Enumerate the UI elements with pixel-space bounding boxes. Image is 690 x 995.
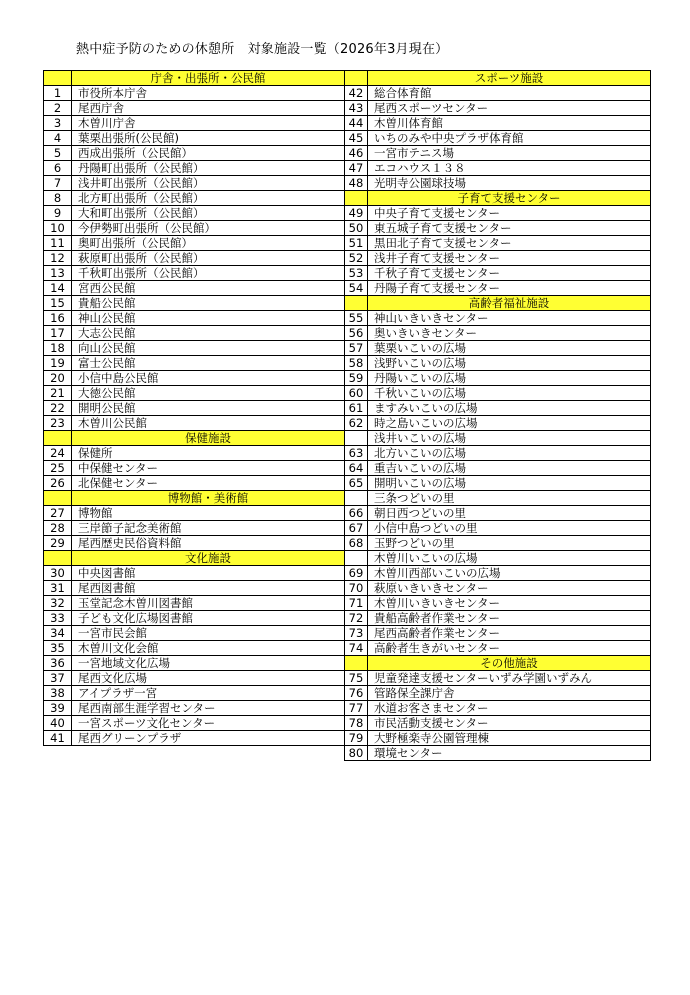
facility-number: 70 <box>345 581 368 596</box>
facility-name: 木曽川庁舎 <box>72 116 345 131</box>
facility-number: 68 <box>345 536 368 551</box>
facility-number: 4 <box>44 131 72 146</box>
facility-table-left <box>43 70 345 746</box>
facility-number: 61 <box>345 401 368 416</box>
facility-row <box>345 641 651 656</box>
facility-number: 72 <box>345 611 368 626</box>
facility-number: 57 <box>345 341 368 356</box>
facility-name: 尾西文化広場 <box>72 671 345 686</box>
facility-name: 奥町出張所（公民館） <box>72 236 345 251</box>
facility-name: 奥いきいきセンター <box>368 326 651 341</box>
facility-row <box>44 731 345 746</box>
facility-number: 24 <box>44 446 72 461</box>
facility-name: 北保健センター <box>72 476 345 491</box>
facility-row <box>345 206 651 221</box>
facility-row <box>345 566 651 581</box>
facility-number: 34 <box>44 626 72 641</box>
facility-number: 6 <box>44 161 72 176</box>
facility-number: 20 <box>44 371 72 386</box>
facility-row <box>345 581 651 596</box>
facility-number: 29 <box>44 536 72 551</box>
facility-row <box>44 626 345 641</box>
facility-number: 43 <box>345 101 368 116</box>
facility-name: 大和町出張所（公民館） <box>72 206 345 221</box>
category-header-row <box>345 296 651 311</box>
facility-number: 77 <box>345 701 368 716</box>
facility-number: 28 <box>44 521 72 536</box>
facility-name: アイプラザ一宮 <box>72 686 345 701</box>
facility-number: 38 <box>44 686 72 701</box>
facility-name: 重吉いこいの広場 <box>368 461 651 476</box>
category-header: 庁舎・出張所・公民館 <box>72 71 345 86</box>
facility-name: 木曽川公民館 <box>72 416 345 431</box>
facility-number: 35 <box>44 641 72 656</box>
facility-number: 80 <box>345 746 368 761</box>
facility-name: 玉堂記念木曽川図書館 <box>72 596 345 611</box>
facility-name: 富士公民館 <box>72 356 345 371</box>
facility-row <box>345 431 651 446</box>
facility-number: 15 <box>44 296 72 311</box>
facility-name: 木曽川西部いこいの広場 <box>368 566 651 581</box>
facility-name: 尾西歴史民俗資料館 <box>72 536 345 551</box>
facility-row <box>44 581 345 596</box>
category-header-row <box>44 551 345 566</box>
facility-number: 47 <box>345 161 368 176</box>
facility-name: 一宮市民会館 <box>72 626 345 641</box>
facility-row <box>44 386 345 401</box>
facility-number: 58 <box>345 356 368 371</box>
facility-row <box>44 116 345 131</box>
category-header-row <box>44 491 345 506</box>
header-number-cell <box>44 431 72 446</box>
facility-number: 19 <box>44 356 72 371</box>
facility-number: 53 <box>345 266 368 281</box>
facility-row <box>345 311 651 326</box>
facility-name: 保健所 <box>72 446 345 461</box>
facility-name: 尾西図書館 <box>72 581 345 596</box>
facility-name: 丹陽町出張所（公民館） <box>72 161 345 176</box>
category-header-row <box>44 71 345 86</box>
facility-row <box>44 701 345 716</box>
category-header: その他施設 <box>368 656 651 671</box>
facility-row <box>44 401 345 416</box>
facility-number: 32 <box>44 596 72 611</box>
facility-row <box>345 116 651 131</box>
facility-name: 児童発達支援センターいずみ学園いずみん <box>368 671 651 686</box>
facility-row <box>44 146 345 161</box>
facility-name: 一宮スポーツ文化センター <box>72 716 345 731</box>
facility-number: 39 <box>44 701 72 716</box>
facility-number: 76 <box>345 686 368 701</box>
facility-row <box>345 161 651 176</box>
facility-number: 42 <box>345 86 368 101</box>
facility-row <box>44 371 345 386</box>
category-header-row <box>345 656 651 671</box>
facility-name: 丹陽いこいの広場 <box>368 371 651 386</box>
facility-row <box>345 731 651 746</box>
facility-number: 55 <box>345 311 368 326</box>
facility-row <box>44 101 345 116</box>
category-header-row <box>345 191 651 206</box>
category-header: 文化施設 <box>72 551 345 566</box>
facility-name: 尾西スポーツセンター <box>368 101 651 116</box>
facility-number: 78 <box>345 716 368 731</box>
facility-number: 5 <box>44 146 72 161</box>
facility-name: 千秋町出張所（公民館） <box>72 266 345 281</box>
facility-row <box>345 551 651 566</box>
facility-row <box>345 386 651 401</box>
facility-row <box>44 611 345 626</box>
facility-name: 光明寺公園球技場 <box>368 176 651 191</box>
facility-row <box>44 176 345 191</box>
facility-row <box>345 701 651 716</box>
facility-row <box>44 341 345 356</box>
facility-row <box>345 251 651 266</box>
category-header: スポーツ施設 <box>368 71 651 86</box>
facility-name: 浅井いこいの広場 <box>368 431 651 446</box>
facility-row <box>345 236 651 251</box>
facility-number: 66 <box>345 506 368 521</box>
facility-name: 木曽川文化会館 <box>72 641 345 656</box>
facility-number: 67 <box>345 521 368 536</box>
facility-row <box>44 566 345 581</box>
facility-row <box>44 266 345 281</box>
facility-number: 18 <box>44 341 72 356</box>
facility-name: 尾西庁舎 <box>72 101 345 116</box>
facility-row <box>44 311 345 326</box>
facility-name: 中央図書館 <box>72 566 345 581</box>
facility-number: 56 <box>345 326 368 341</box>
facility-row <box>44 356 345 371</box>
category-header-row <box>345 71 651 86</box>
facility-name: 木曽川体育館 <box>368 116 651 131</box>
facility-number: 3 <box>44 116 72 131</box>
facility-name: 小信中島公民館 <box>72 371 345 386</box>
facility-name: エコハウス１３８ <box>368 161 651 176</box>
facility-name: 葉栗いこいの広場 <box>368 341 651 356</box>
facility-number <box>345 431 368 446</box>
facility-number <box>345 491 368 506</box>
facility-name: 尾西南部生涯学習センター <box>72 701 345 716</box>
facility-number: 62 <box>345 416 368 431</box>
header-number-cell <box>44 71 72 86</box>
facility-number: 74 <box>345 641 368 656</box>
facility-name: 環境センター <box>368 746 651 761</box>
facility-row <box>44 461 345 476</box>
facility-name: 開明いこいの広場 <box>368 476 651 491</box>
facility-row <box>44 716 345 731</box>
facility-row <box>44 236 345 251</box>
facility-row <box>44 671 345 686</box>
facility-row <box>345 341 651 356</box>
facility-row <box>345 461 651 476</box>
facility-row <box>44 446 345 461</box>
facility-name: 中保健センター <box>72 461 345 476</box>
facility-name: 中央子育て支援センター <box>368 206 651 221</box>
facility-name: 今伊勢町出張所（公民館） <box>72 221 345 236</box>
facility-row <box>44 221 345 236</box>
facility-row <box>44 281 345 296</box>
facility-name: 萩原町出張所（公民館） <box>72 251 345 266</box>
facility-number: 71 <box>345 596 368 611</box>
facility-row <box>345 131 651 146</box>
facility-row <box>345 521 651 536</box>
facility-number: 31 <box>44 581 72 596</box>
facility-name: 開明公民館 <box>72 401 345 416</box>
category-header-row <box>44 431 345 446</box>
facility-number: 30 <box>44 566 72 581</box>
header-number-cell <box>345 71 368 86</box>
header-number-cell <box>44 551 72 566</box>
facility-name: 総合体育館 <box>368 86 651 101</box>
facility-number: 17 <box>44 326 72 341</box>
facility-number: 45 <box>345 131 368 146</box>
facility-row <box>44 656 345 671</box>
facility-number: 36 <box>44 656 72 671</box>
facility-row <box>345 146 651 161</box>
facility-number: 41 <box>44 731 72 746</box>
facility-row <box>44 206 345 221</box>
facility-name: 尾西グリーンプラザ <box>72 731 345 746</box>
header-number-cell <box>345 296 368 311</box>
facility-name: 浅野いこいの広場 <box>368 356 651 371</box>
header-number-cell <box>44 491 72 506</box>
facility-row <box>345 86 651 101</box>
facility-row <box>44 596 345 611</box>
facility-number: 23 <box>44 416 72 431</box>
facility-row <box>345 491 651 506</box>
facility-number: 7 <box>44 176 72 191</box>
facility-number: 65 <box>345 476 368 491</box>
facility-table-right <box>344 70 651 761</box>
facility-row <box>345 266 651 281</box>
facility-row <box>345 371 651 386</box>
facility-row <box>44 521 345 536</box>
facility-row <box>345 221 651 236</box>
facility-number: 79 <box>345 731 368 746</box>
facility-row <box>345 506 651 521</box>
page-title: 熱中症予防のための休憩所 対象施設一覧（2026年3月現在） <box>76 42 449 57</box>
header-number-cell <box>345 656 368 671</box>
facility-row <box>345 326 651 341</box>
facility-row <box>44 416 345 431</box>
facility-name: 大野極楽寺公園管理棟 <box>368 731 651 746</box>
facility-number: 26 <box>44 476 72 491</box>
facility-row <box>345 716 651 731</box>
facility-name: 子ども文化広場図書館 <box>72 611 345 626</box>
category-header: 保健施設 <box>72 431 345 446</box>
facility-row <box>345 626 651 641</box>
facility-name: 神山いきいきセンター <box>368 311 651 326</box>
facility-row <box>44 161 345 176</box>
facility-row <box>345 281 651 296</box>
facility-number: 60 <box>345 386 368 401</box>
facility-name: 小信中島つどいの里 <box>368 521 651 536</box>
facility-number: 13 <box>44 266 72 281</box>
category-header: 子育て支援センター <box>368 191 651 206</box>
facility-row <box>345 401 651 416</box>
facility-row <box>44 506 345 521</box>
category-header: 高齢者福祉施設 <box>368 296 651 311</box>
header-number-cell <box>345 191 368 206</box>
facility-name: 大徳公民館 <box>72 386 345 401</box>
facility-number: 48 <box>345 176 368 191</box>
facility-name: 貴船公民館 <box>72 296 345 311</box>
facility-row <box>345 101 651 116</box>
facility-name: 一宮市テニス場 <box>368 146 651 161</box>
facility-row <box>44 86 345 101</box>
facility-number: 40 <box>44 716 72 731</box>
facility-name: 西成出張所（公民館） <box>72 146 345 161</box>
facility-name: 管路保全課庁舎 <box>368 686 651 701</box>
facility-name: 高齢者生きがいセンター <box>368 641 651 656</box>
facility-number: 63 <box>345 446 368 461</box>
facility-row <box>345 611 651 626</box>
facility-number: 52 <box>345 251 368 266</box>
facility-row <box>44 296 345 311</box>
facility-row <box>44 686 345 701</box>
facility-row <box>44 476 345 491</box>
facility-number: 10 <box>44 221 72 236</box>
facility-name: 千秋子育て支援センター <box>368 266 651 281</box>
facility-name: 三条つどいの里 <box>368 491 651 506</box>
facility-row <box>345 476 651 491</box>
facility-name: 大志公民館 <box>72 326 345 341</box>
facility-name: 水道お客さまセンター <box>368 701 651 716</box>
facility-number: 73 <box>345 626 368 641</box>
facility-row <box>44 641 345 656</box>
facility-number: 8 <box>44 191 72 206</box>
facility-name: 玉野つどいの里 <box>368 536 651 551</box>
facility-number <box>345 551 368 566</box>
facility-number: 37 <box>44 671 72 686</box>
facility-name: 萩原いきいきセンター <box>368 581 651 596</box>
facility-row <box>345 596 651 611</box>
facility-name: 木曽川いこいの広場 <box>368 551 651 566</box>
facility-name: 尾西高齢者作業センター <box>368 626 651 641</box>
facility-name: ますみいこいの広場 <box>368 401 651 416</box>
facility-name: 時之島いこいの広場 <box>368 416 651 431</box>
facility-name: いちのみや中央プラザ体育館 <box>368 131 651 146</box>
facility-number: 12 <box>44 251 72 266</box>
facility-row <box>345 356 651 371</box>
facility-number: 22 <box>44 401 72 416</box>
facility-name: 市役所本庁舎 <box>72 86 345 101</box>
facility-row <box>345 686 651 701</box>
facility-number: 25 <box>44 461 72 476</box>
facility-name: 東五城子育て支援センター <box>368 221 651 236</box>
facility-name: 浅井子育て支援センター <box>368 251 651 266</box>
facility-row <box>345 446 651 461</box>
facility-name: 一宮地域文化広場 <box>72 656 345 671</box>
facility-name: 北方町出張所（公民館） <box>72 191 345 206</box>
facility-number: 1 <box>44 86 72 101</box>
facility-number: 14 <box>44 281 72 296</box>
facility-number: 11 <box>44 236 72 251</box>
category-header: 博物館・美術館 <box>72 491 345 506</box>
facility-name: 北方いこいの広場 <box>368 446 651 461</box>
facility-name: 宮西公民館 <box>72 281 345 296</box>
facility-number: 2 <box>44 101 72 116</box>
facility-name: 博物館 <box>72 506 345 521</box>
facility-row <box>345 671 651 686</box>
facility-name: 神山公民館 <box>72 311 345 326</box>
facility-name: 向山公民館 <box>72 341 345 356</box>
facility-row <box>345 746 651 761</box>
facility-number: 54 <box>345 281 368 296</box>
facility-name: 朝日西つどいの里 <box>368 506 651 521</box>
facility-name: 木曽川いきいきセンター <box>368 596 651 611</box>
facility-number: 16 <box>44 311 72 326</box>
facility-row <box>345 536 651 551</box>
facility-number: 46 <box>345 146 368 161</box>
facility-number: 9 <box>44 206 72 221</box>
facility-row <box>345 416 651 431</box>
facility-number: 75 <box>345 671 368 686</box>
facility-name: 黒田北子育て支援センター <box>368 236 651 251</box>
facility-number: 21 <box>44 386 72 401</box>
facility-number: 64 <box>345 461 368 476</box>
facility-name: 千秋いこいの広場 <box>368 386 651 401</box>
facility-number: 51 <box>345 236 368 251</box>
facility-number: 49 <box>345 206 368 221</box>
facility-name: 葉栗出張所(公民館) <box>72 131 345 146</box>
facility-row <box>44 251 345 266</box>
facility-row <box>345 176 651 191</box>
facility-name: 三岸節子記念美術館 <box>72 521 345 536</box>
facility-row <box>44 536 345 551</box>
facility-name: 丹陽子育て支援センター <box>368 281 651 296</box>
facility-number: 59 <box>345 371 368 386</box>
facility-number: 33 <box>44 611 72 626</box>
facility-row <box>44 191 345 206</box>
facility-number: 69 <box>345 566 368 581</box>
facility-name: 貴船高齢者作業センター <box>368 611 651 626</box>
facility-number: 27 <box>44 506 72 521</box>
facility-number: 50 <box>345 221 368 236</box>
facility-row <box>44 326 345 341</box>
facility-name: 市民活動支援センター <box>368 716 651 731</box>
facility-row <box>44 131 345 146</box>
facility-name: 浅井町出張所（公民館） <box>72 176 345 191</box>
facility-number: 44 <box>345 116 368 131</box>
